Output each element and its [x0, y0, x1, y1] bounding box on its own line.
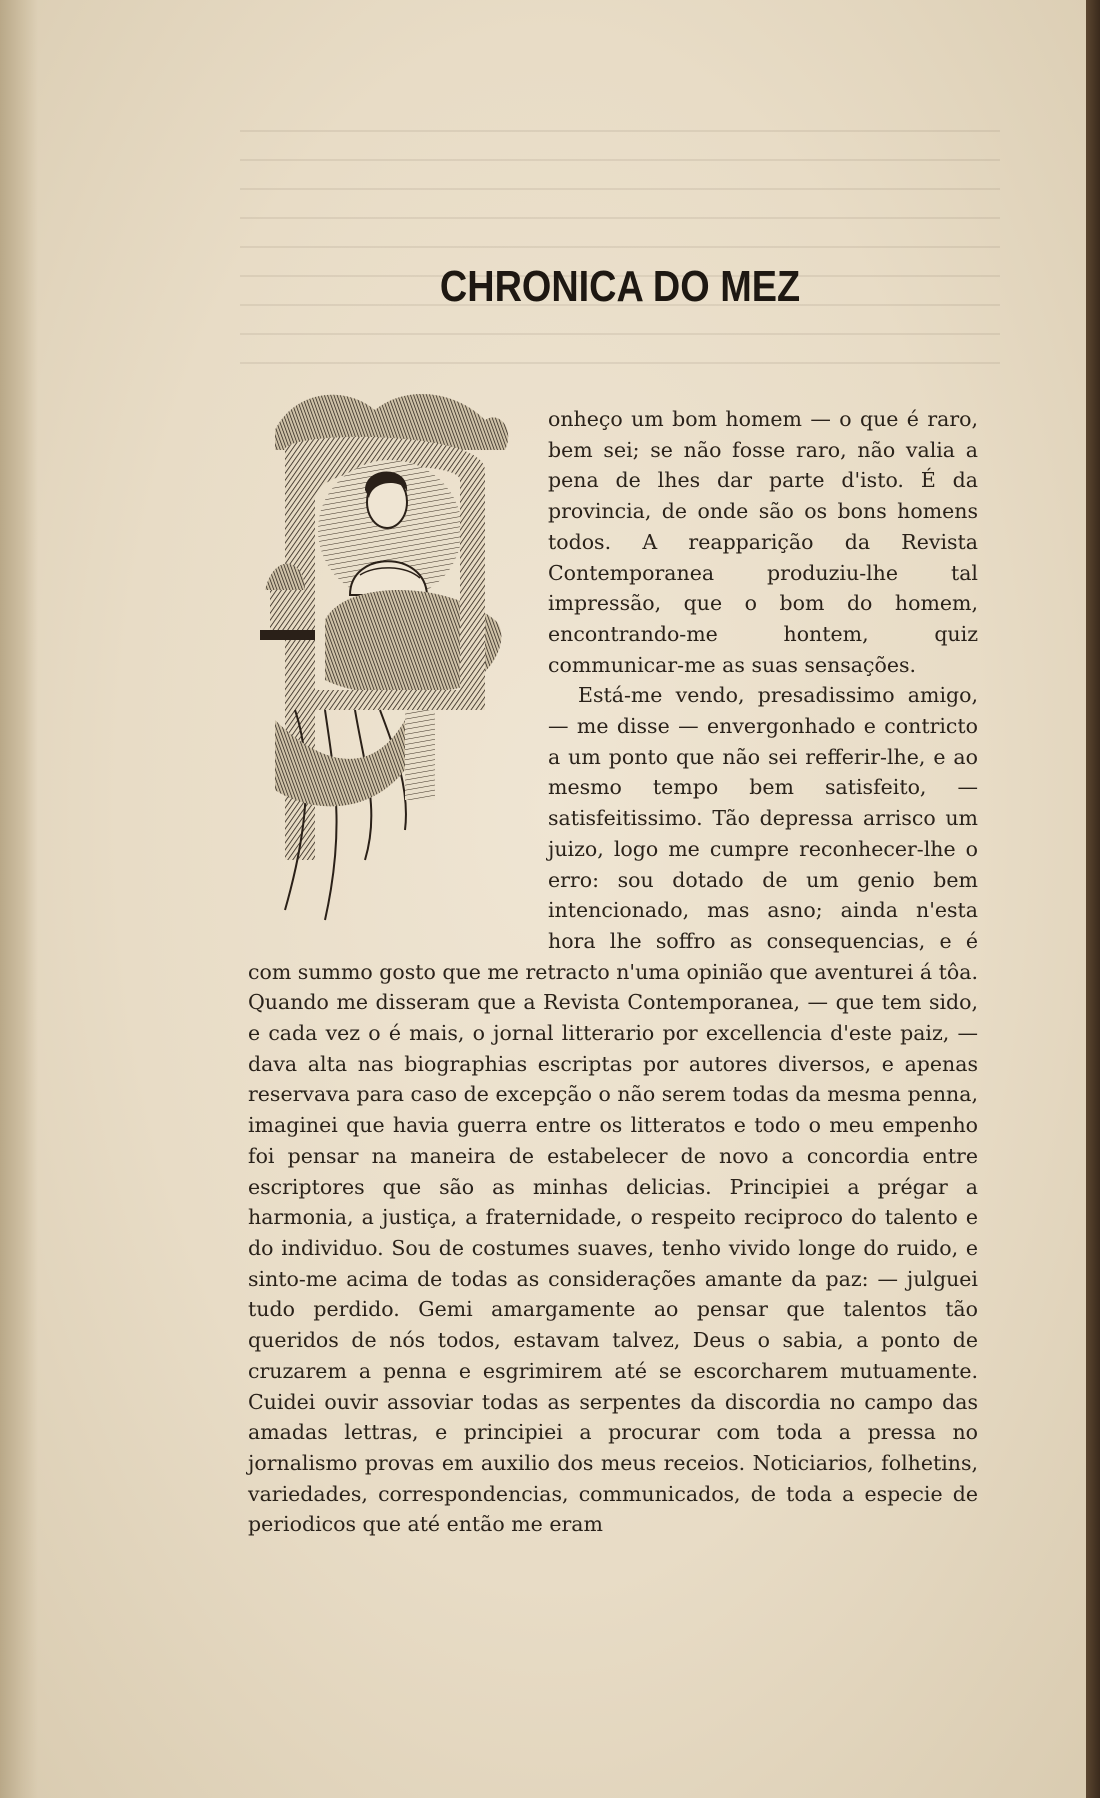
paragraph: onheço um bom homem — o que é raro, bem sei; se não fosse raro, não valia a pena de lhes dar parte d'isto. É da provincia, de onde são os bons homens todos. A reapparição da Revista Contemporanea produziu-lhe tal impressão, que o bom do homem, encontrando-me hontem, quiz communicar-me as suas sensações. [548, 407, 978, 677]
show-through-text [240, 130, 1000, 390]
page-title: CHRONICA DO MEZ [439, 262, 801, 311]
paragraph: Está-me vendo, presadissimo amigo, — me disse — envergonhado e contricto a um ponto que não sei refferir-lhe, e ao mesmo tempo bem satisfeito, — satisfeitissimo. Tão depressa arrisco um juizo, logo me cumpre reconhecer-lhe o erro: sou dotado de um genio bem intencionado, mas asno; ainda n'esta hora lhe soffro as consequencias, e é com summo gosto que me retracto n'uma opinião que aventurei á tôa. Quando me disseram que a Revista Contemporanea, — que tem sido, e cada vez o é mais, o jornal litterario por excellencia d'este paiz, — dava alta nas biographias escriptas por autores diversos, e apenas reservava para caso de excepção o não serem todas da mesma penna, imaginei que havia guerra entre os litteratos e todo o meu empenho foi pensar na maneira de estabelecer de novo a concordia entre escriptores que são as minhas delicias. Principiei a prégar a harmonia, a justiça, a fraternidade, o respeito reciproco do talento e do individuo. Sou de costumes suaves, tenho vivido longe do ruido, e sinto-me acima de todas as considerações amante da paz: — julguei tudo perdido. Gemi amargamente ao pensar que talentos tão queridos de nós todos, estavam talvez, Deus o sabia, a ponto de cruzarem a penna e esgrimirem até se escorcharem mutuamente. Cuidei ouvir assoviar todas as serpentes da discordia no campo das amadas lettras, e principiei a procurar com toda a pressa no jornalismo provas em auxilio dos meus receios. Noticiarios, folhetins, variedades, correspondencias, communicados, de toda a especie de periodicos que até então me eram [248, 683, 978, 1537]
article-body [248, 404, 978, 1540]
page-edge-shadow [1086, 0, 1100, 1798]
page-gutter [0, 0, 38, 1798]
initial-text-wrap [248, 404, 548, 934]
